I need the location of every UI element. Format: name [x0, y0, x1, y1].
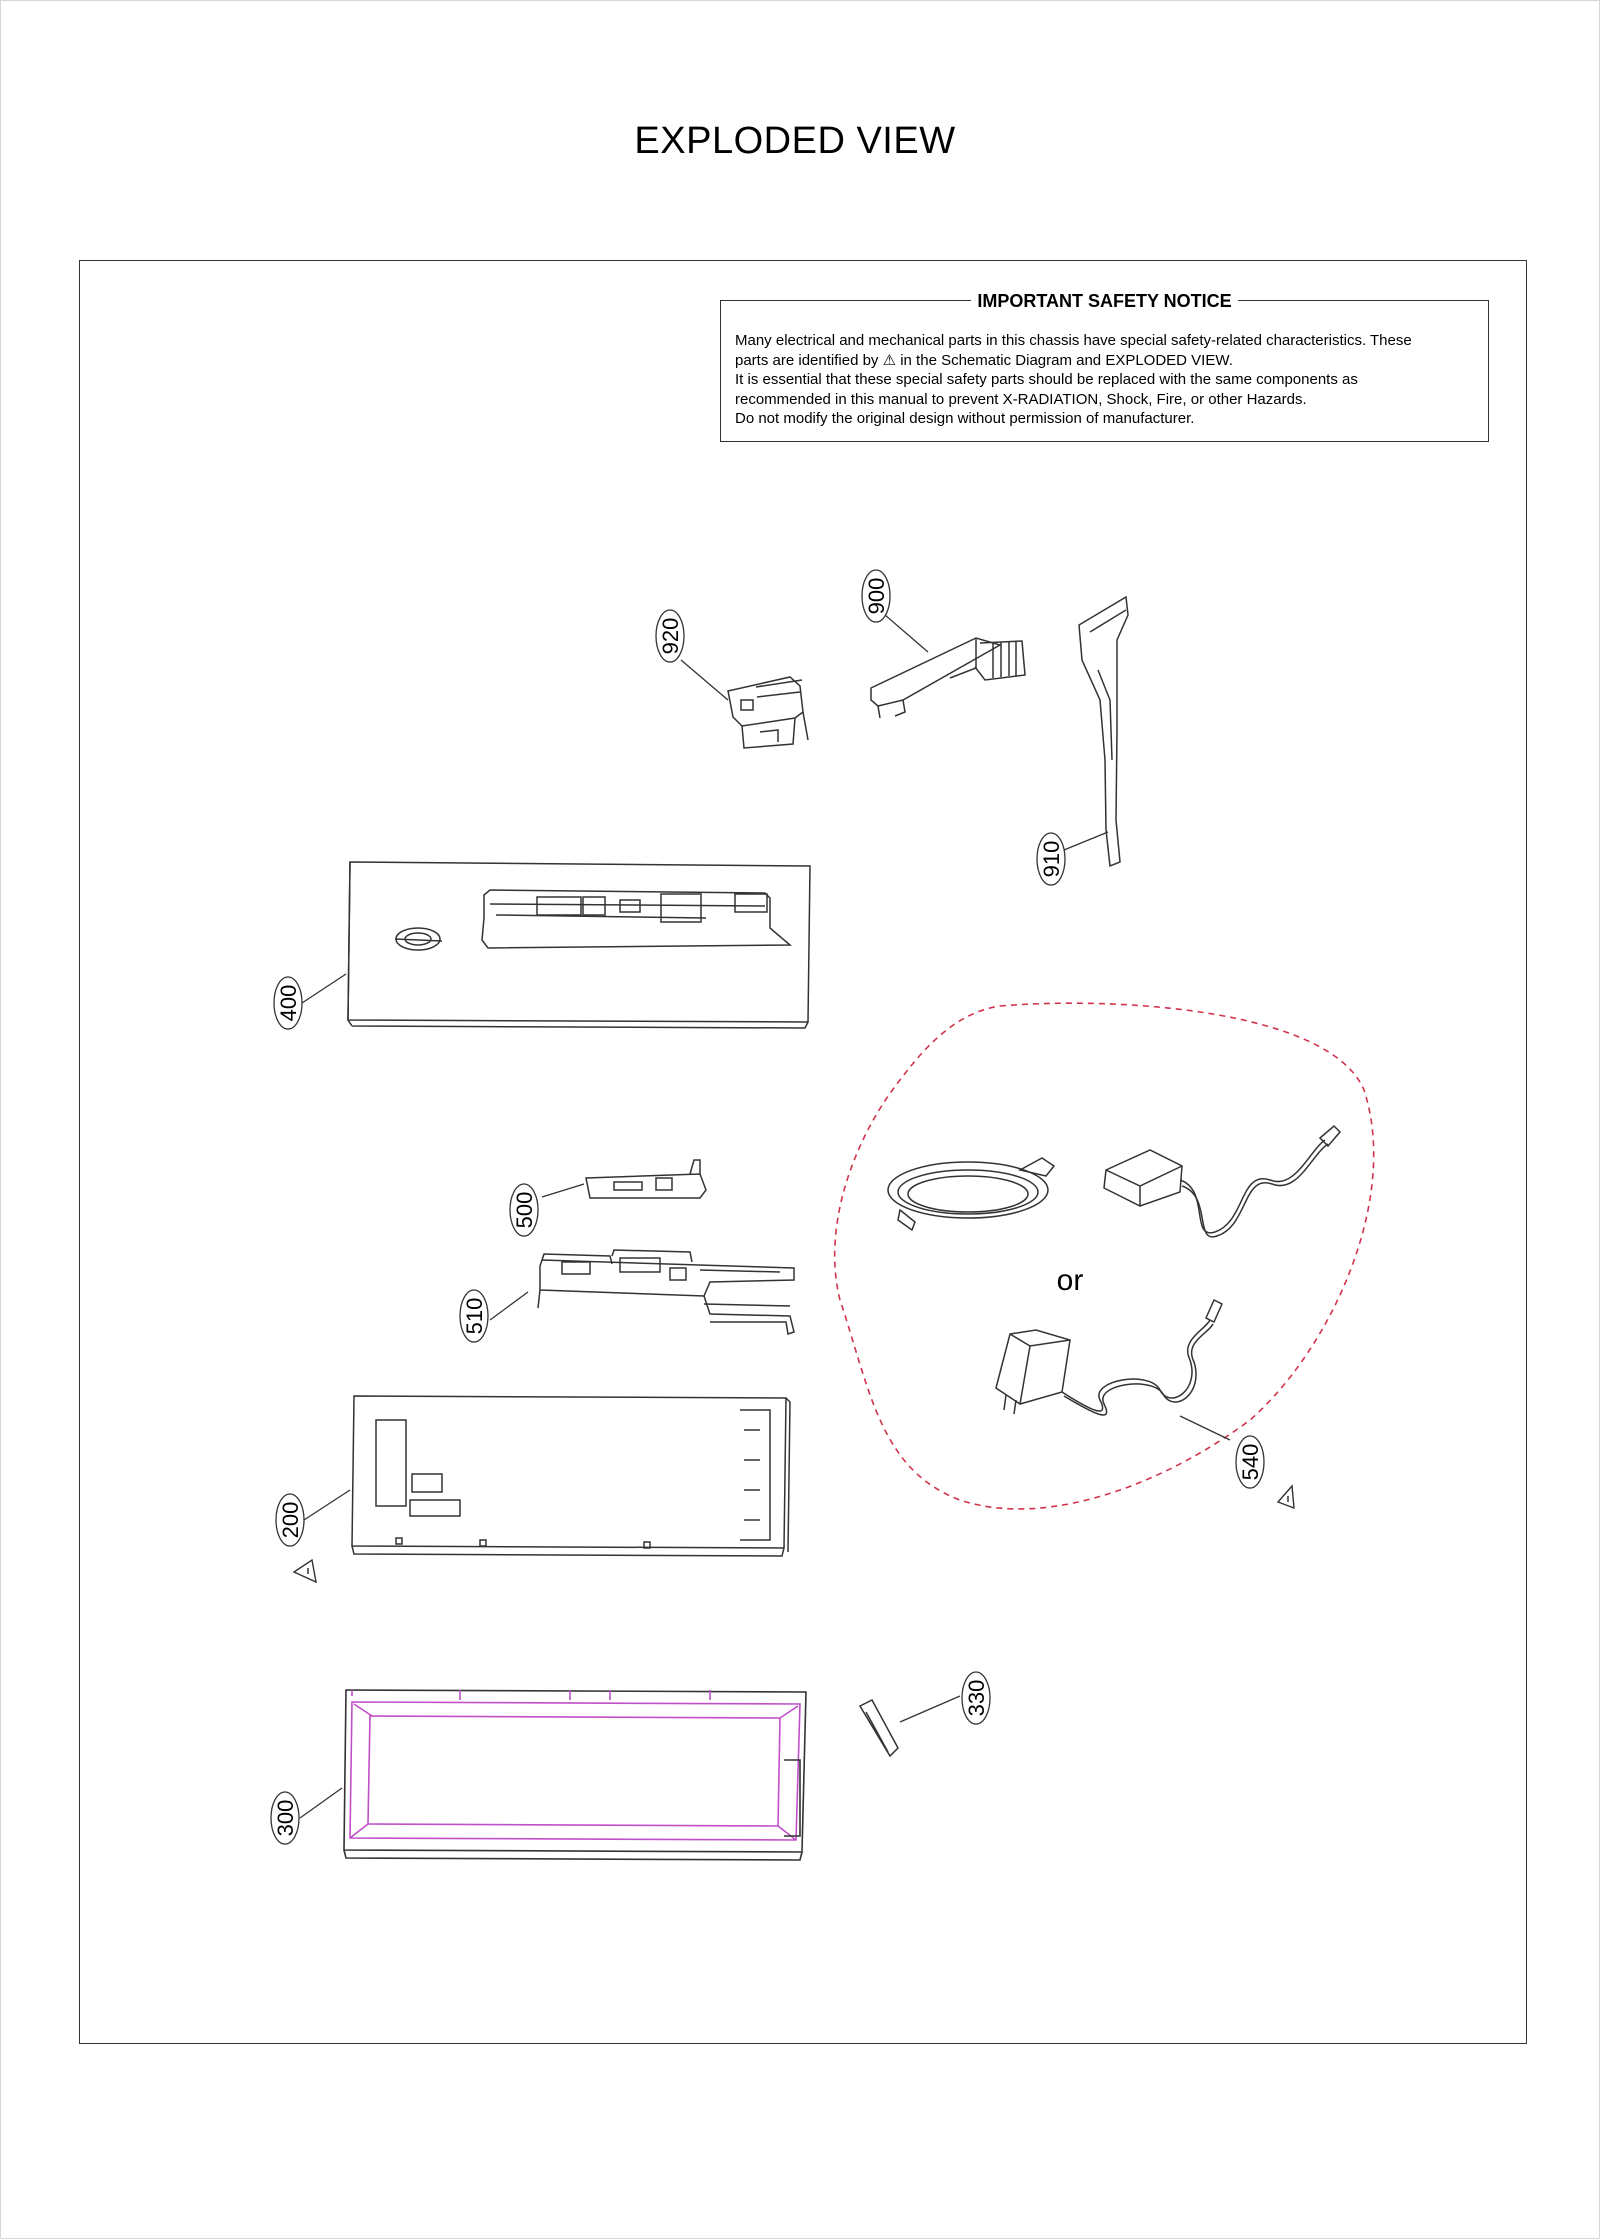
part-510-drawing — [538, 1250, 794, 1334]
part-300-label: 300 — [273, 1799, 298, 1837]
notice-line-5: Do not modify the original design without permission of manufacturer. — [735, 410, 1195, 427]
part-400-drawing — [348, 862, 810, 1028]
part-900-drawing — [871, 638, 1025, 718]
safety-notice-heading: IMPORTANT SAFETY NOTICE — [971, 291, 1237, 311]
power-cord-drawing — [888, 1158, 1054, 1230]
notice-line-1: Many electrical and mechanical parts in this chassis have special safety-related characteristics. These — [735, 332, 1412, 349]
part-330-label: 330 — [964, 1679, 989, 1717]
part-900-label: 900 — [864, 577, 889, 615]
part-500-drawing — [586, 1160, 706, 1198]
page-title: EXPLODED VIEW — [634, 120, 956, 162]
notice-line-3: It is essential that these special safety parts should be replaced with the same components as — [735, 371, 1358, 388]
part-300-drawing — [344, 1690, 806, 1860]
part-200-drawing — [352, 1396, 790, 1556]
part-910-drawing — [1079, 597, 1128, 866]
alternative-or-label: or — [1056, 1264, 1084, 1297]
part-540-safety-warning-icon — [1278, 1486, 1294, 1508]
notice-line-2-start: parts are identified by — [735, 351, 879, 369]
part-920-label: 920 — [658, 617, 683, 655]
part-200-safety-warning-icon — [294, 1560, 316, 1582]
part-540-label: 540 — [1238, 1443, 1263, 1481]
part-200-label: 200 — [278, 1501, 303, 1539]
part-910-label: 910 — [1039, 840, 1064, 878]
wall-adapter-drawing — [996, 1300, 1222, 1415]
notice-line-2-end: in the Schematic Diagram and EXPLODED VIEW. — [900, 351, 1233, 369]
part-330-drawing — [860, 1700, 898, 1756]
power-adapter-drawing — [1104, 1126, 1340, 1237]
part-500-label: 500 — [512, 1191, 537, 1229]
part-400-label: 400 — [276, 984, 301, 1022]
warning-triangle-icon: ⚠ — [882, 351, 897, 369]
part-540-group-outline — [835, 1003, 1374, 1509]
part-920-drawing — [728, 677, 808, 748]
notice-line-4: recommended in this manual to prevent X-RADIATION, Shock, Fire, or other Hazards. — [735, 390, 1307, 408]
part-510-label: 510 — [462, 1297, 487, 1335]
